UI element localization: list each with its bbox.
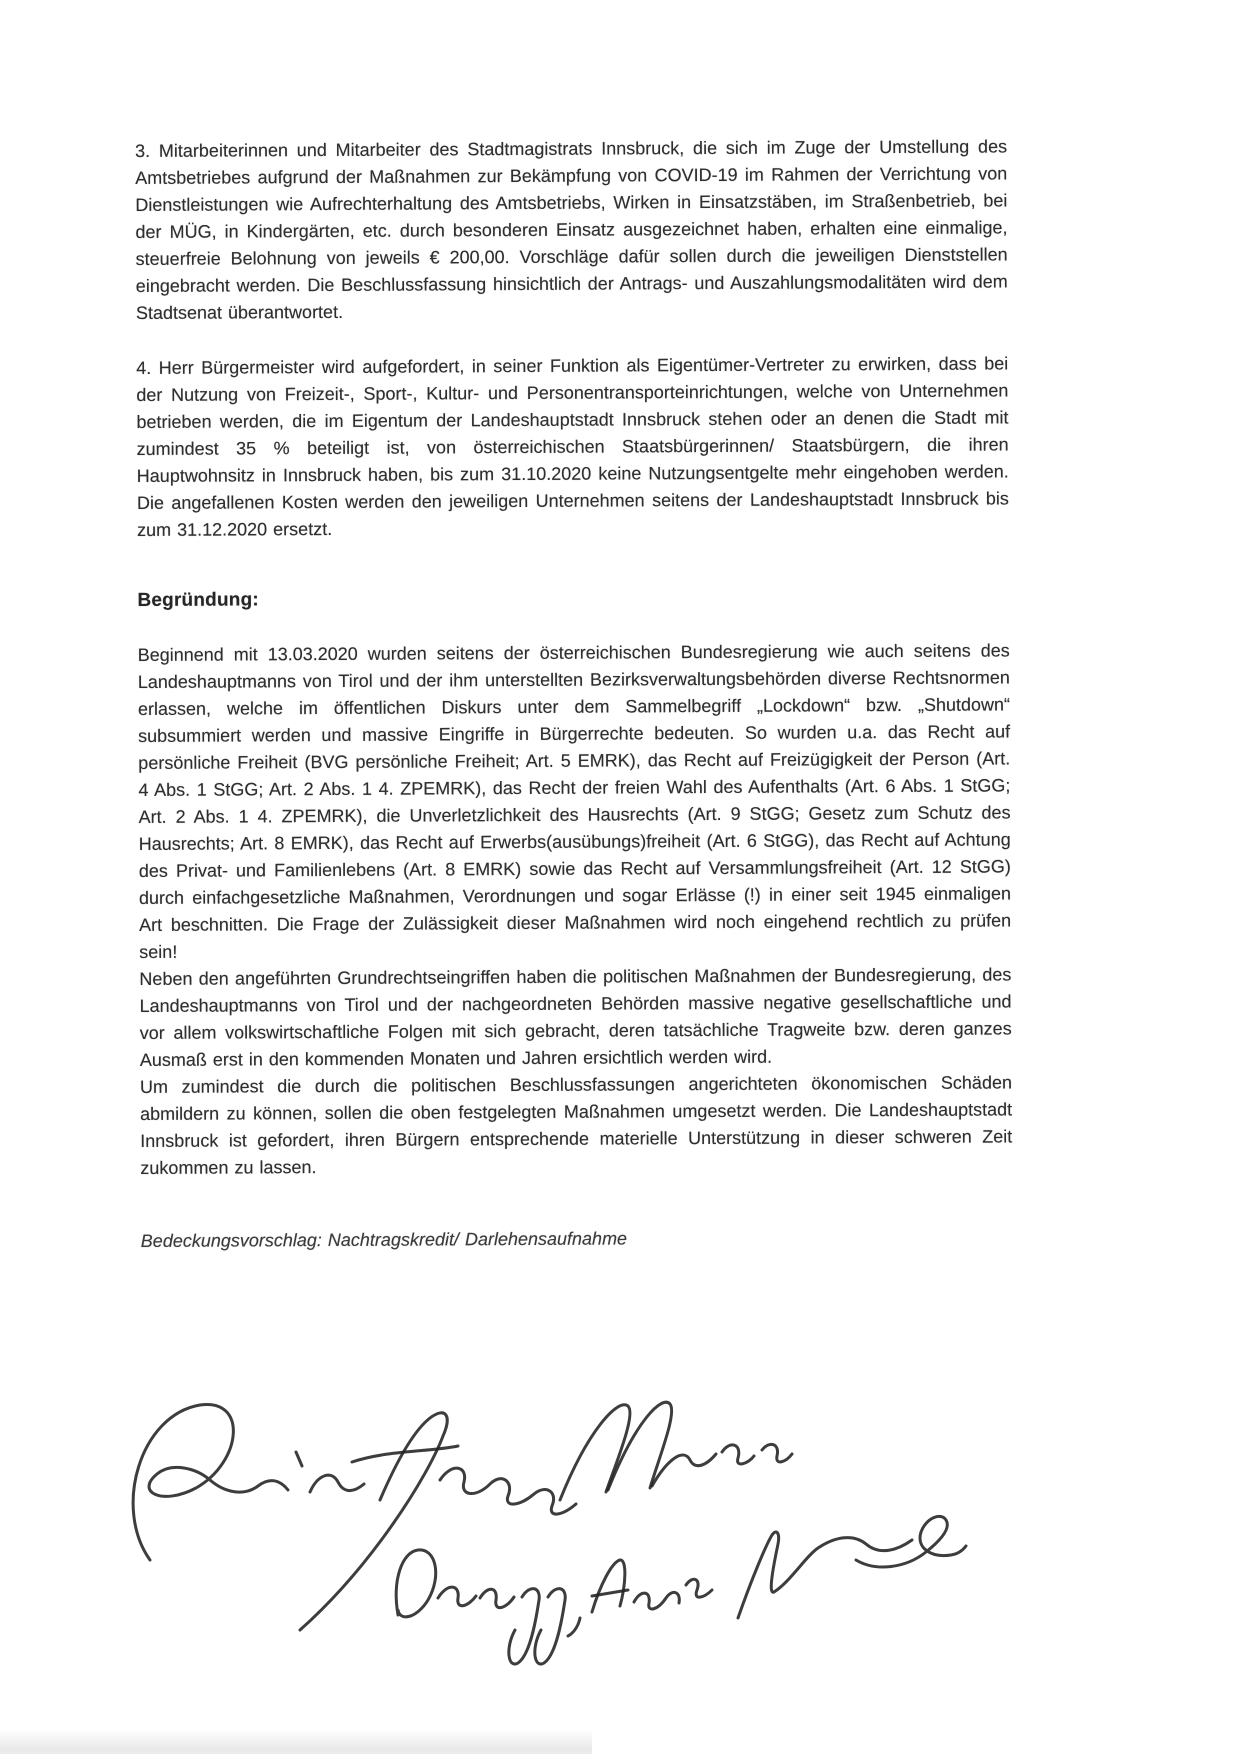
section-heading-begruendung: Begründung: [137,589,259,611]
signature-4 [738,1516,966,1618]
paragraph-item-4: 4. Herr Bürgermeister wird aufgefordert, in seiner Funktion als Eigentümer-Vertreter zu erwirken, dass bei der Nutzung von Freizeit-, Sport-, Kultur- und Personentransporteinrichtungen, welche von Unternehmen betrieben werden, die im Eigentum der Landeshauptstadt Innsbruck stehen oder an denen die Stadt mit zumindest 35 % beteiligt ist, von österreichischen Staatsbürgerinnen/ Staatsbürgern, die ihren Hauptwohnsitz in Innsbruck haben, bis zum 31.10.2020 keine Nutzungsentgelte mehr eingehoben werden. Die angefallenen Kosten werden den jeweiligen Unternehmen seitens der Landeshauptstadt Innsbruck bis zum 31.12.2020 ersetzt. [136,353,1009,540]
scan-artifact-strip [0,1730,592,1754]
signatures-svg [0,1380,1240,1710]
reasoning-paragraph-1: Beginnend mit 13.03.2020 wurden seitens der österreichischen Bundesregierung wie auch seitens des Landeshauptmanns von Tirol und der ihm unterstellten Bezirksverwaltungsbehörden diverse Rechtsnormen erlassen, welche im öffentlichen Diskurs unter dem Sammelbegriff „Lockdown“ bzw. „Shutdown“ subsummiert werden und massive Eingriffe in Bürgerrechte bedeuten. So wurden u.a. das Recht auf persönliche Freiheit (BVG persönliche Freiheit; Art. 5 EMRK), das Recht auf Freizügigkeit der Person (Art. 4 Abs. 1 StGG; Art. 2 Abs. 1 4. ZPEMRK), das Recht der freien Wahl des Aufenthalts (Art. 6 Abs. 1 StGG; Art. 2 Abs. 1 4. ZPEMRK), die Unverletzlichkeit des Hausrechts (Art. 9 StGG; Gesetz zum Schutz des Hausrechts; Art. 8 EMRK), das Recht auf Erwerbs(ausübungs)freiheit (Art. 6 StGG), das Recht auf Achtung des Privat- und Familienlebens (Art. 8 EMRK) sowie das Recht auf Versammlungsfreiheit (Art. 12 StGG) durch einfachgesetzliche Maßnahmen, Verordnungen und sogar Erlässe (!) in einer seit 1945 einmaligen Art beschnitten. Die Frage der Zulässigkeit dieser Maßnahmen wird noch eingehend rechtlich zu prüfen sein! [137,640,1012,962]
reasoning-paragraph-2: Neben den angeführten Grundrechtseingriffen haben die politischen Maßnahmen der Bundesregierung, des Landeshauptmanns von Tirol und der nachgeordneten Behörden massive negative gesellschaftliche und vor allem volkswirtschaftliche Folgen mit sich gebracht, deren tatsächliche Tragweite bzw. deren ganzes Ausmaß erst in den kommenden Monaten und Jahren ersichtlich werden wird. [139,964,1012,1070]
signature-2 [560,1402,792,1500]
document-body [135,133,1013,1283]
funding-proposal-note: Bedeckungsvorschlag: Nachtragskredit/ Darlehensaufnahme [140,1228,628,1251]
reasoning-paragraph-3: Um zumindest die durch die politischen Beschlussfassungen angerichteten ökonomischen Schäden abmildern zu können, sollen die oben festgelegten Maßnahmen umgesetzt werden. Die Landeshauptstadt Innsbruck ist gefordert, ihren Bürgern entsprechende materielle Unterstützung in dieser schweren Zeit zukommen zu lassen. [139,1072,1013,1178]
paragraph-item-3: 3. Mitarbeiterinnen und Mitarbeiter des Stadtmagistrats Innsbruck, die sich im Zuge der Umstellung des Amtsbetriebes aufgrund der Maßnahmen zur Bekämpfung von COVID-19 im Rahmen der Verrichtung von Dienstleistungen wie Aufrechterhaltung des Amtsbetriebs, Wirken in Einsatzstäben, im Straßenbetrieb, bei der MÜG, in Kindergärten, etc. durch besonderen Einsatz ausgezeichnet haben, erhalten eine einmalige, steuerfreie Belohnung von jeweils € 200,00. Vorschläge dafür sollen durch die jeweiligen Dienststellen eingebracht werden. Die Beschlussfassung hinsichtlich der Antrags- und Auszahlungsmodalitäten wird dem Stadtsenat überantwortet. [135,136,1008,323]
signature-1 [133,1404,576,1630]
signatures-block [0,1380,1240,1710]
signature-3 [396,1550,712,1664]
